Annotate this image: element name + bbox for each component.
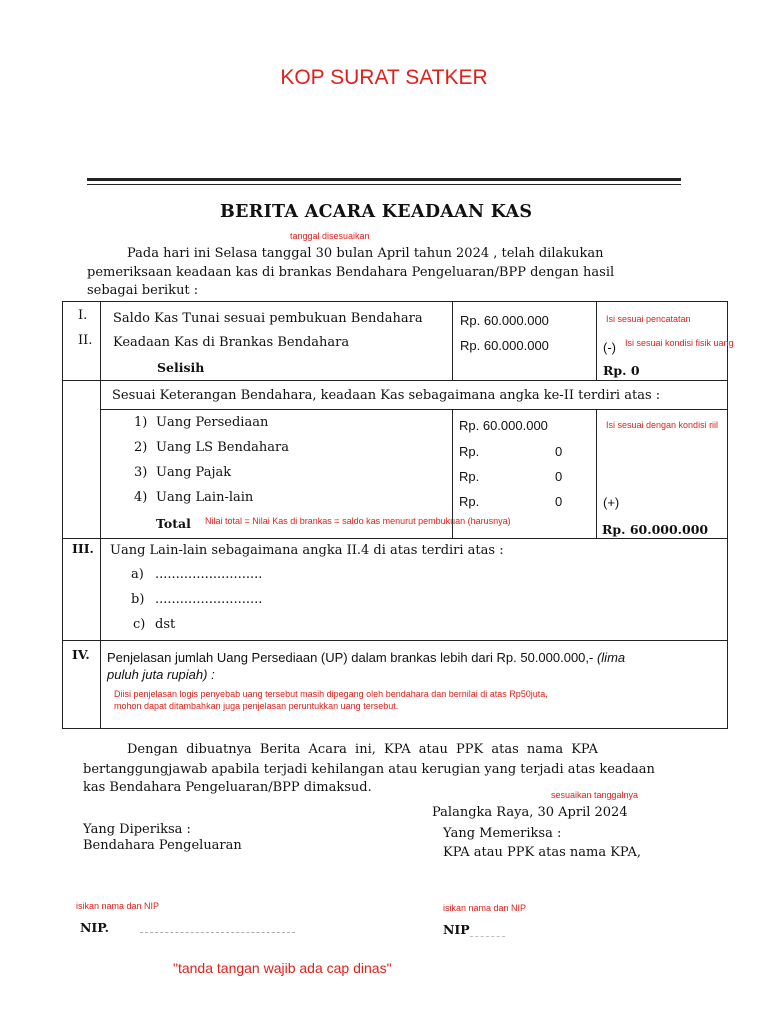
intro-line-2: pemeriksaan keadaan kas di brankas Bendahara Pengeluaran/BPP dengan hasil <box>87 265 615 280</box>
item-1-number: 1) <box>134 415 148 430</box>
table-line-2 <box>100 409 728 410</box>
table-line-1 <box>62 380 728 381</box>
item-4-value: 0 <box>555 494 563 509</box>
selisih-label: Selisih <box>157 360 205 375</box>
row-4-text <box>107 650 625 665</box>
row-3-c-text: dst <box>155 617 176 632</box>
row-2-label: Keadaan Kas di Brankas Bendahara <box>113 335 350 350</box>
left-role-2: Bendahara Pengeluaran <box>83 838 242 853</box>
row-3-b-dots: .......................... <box>155 592 263 607</box>
items-plus-sign: (+) <box>603 495 620 510</box>
item-2-value: 0 <box>555 444 563 459</box>
note-kondisi-fisik: Isi sesuai kondisi fisik uang <box>625 338 734 348</box>
note-nama-nip-left: isikan nama dan NIP <box>76 901 160 911</box>
closing-line-3: kas Bendahara Pengeluaran/BPP dimaksud. <box>83 780 372 795</box>
note-nama-nip-right: isikan nama dan NIP <box>443 903 527 913</box>
item-1-amount: Rp. 60.000.000 <box>459 418 548 433</box>
row-3-b-marker: b) <box>131 592 145 607</box>
table-right-border <box>727 301 728 729</box>
row-2-number: II. <box>78 333 93 348</box>
item-2-rp: Rp. <box>459 444 480 459</box>
right-role-1: Yang Memeriksa : <box>443 826 562 841</box>
note-pencatatan: Isi sesuai pencatatan <box>606 314 691 324</box>
right-role-2: KPA atau PPK atas nama KPA, <box>443 845 642 860</box>
item-4-label: Uang Lain-lain <box>156 490 254 505</box>
row-1-label: Saldo Kas Tunai sesuai pembukuan Bendahara <box>113 311 423 326</box>
table-bottom-border <box>62 728 728 729</box>
table-note-divider-mid <box>596 409 597 538</box>
note-tanda-tangan: "tanda tangan wajib ada cap dinas" <box>173 960 392 976</box>
nip-right-blurred-value <box>470 936 505 937</box>
row-3-number: III. <box>72 541 94 556</box>
kop-surat: KOP SURAT SATKER <box>280 66 488 89</box>
total-label: Total <box>156 516 191 531</box>
closing-line-2: bertanggungjawab apabila terjadi kehilangan atau kerugian yang terjadi atas keadaan <box>83 762 655 777</box>
table-left-border <box>62 301 63 729</box>
intro-line-3: sebagai berikut : <box>87 283 199 298</box>
note-tanggal: tanggal disesuaikan <box>290 231 370 241</box>
nip-left: NIP. <box>80 920 109 935</box>
table-amount-divider-top <box>452 301 453 380</box>
nip-left-blurred-value <box>140 932 295 933</box>
document-title: BERITA ACARA KEADAAN KAS <box>220 202 533 222</box>
table-num-divider <box>100 301 101 729</box>
row-4-number: IV. <box>72 647 90 662</box>
item-3-rp: Rp. <box>459 469 480 484</box>
intro-line-1: Pada hari ini Selasa tanggal 30 bulan April tahun 2024 , telah dilakukan <box>127 246 604 261</box>
header-rule-thin <box>87 184 681 185</box>
row-4-line-1: Penjelasan jumlah Uang Persediaan (UP) dalam brankas lebih dari Rp. 50.000.000,- <box>107 650 594 665</box>
note-penjelasan-2: mohon dapat ditambahkan juga penjelasan peruntukkan uang tersebut. <box>114 701 399 711</box>
row-1-number: I. <box>78 308 88 323</box>
item-3-label: Uang Pajak <box>156 465 232 480</box>
selisih-amount: Rp. 0 <box>603 363 640 378</box>
row-4-italic-1: (lima <box>596 650 626 665</box>
place-date: Palangka Raya, 30 April 2024 <box>432 805 628 820</box>
left-role-1: Yang Diperiksa : <box>83 822 191 837</box>
item-3-number: 3) <box>134 465 148 480</box>
row-2-sign: (-) <box>603 340 616 355</box>
item-3-value: 0 <box>555 469 563 484</box>
total-amount: Rp. 60.000.000 <box>602 522 709 537</box>
item-4-rp: Rp. <box>459 494 480 509</box>
row-3-c-marker: c) <box>133 617 146 632</box>
note-penjelasan-1: Diisi penjelasan logis penyebab uang tersebut masih dipegang oleh bendahara dan bernilai di atas Rp50juta, <box>114 689 548 699</box>
keterangan-text: Sesuai Keterangan Bendahara, keadaan Kas sebagaimana angka ke-II terdiri atas : <box>112 388 661 403</box>
note-kondisi-riil: Isi sesuai dengan kondisi riil <box>606 420 719 430</box>
nip-right: NIP <box>443 922 470 937</box>
item-2-number: 2) <box>134 440 148 455</box>
row-3-a-marker: a) <box>131 567 144 582</box>
header-rule-thick <box>87 178 681 181</box>
closing-line-1: Dengan dibuatnya Berita Acara ini, KPA atau PPK atas nama KPA <box>127 742 598 757</box>
table-line-3 <box>62 538 728 539</box>
note-nilai-total: Nilai total = Nilai Kas di brankas = saldo kas menurut pembukuan (harusnya) <box>205 516 511 526</box>
table-note-divider-top <box>596 301 597 380</box>
item-4-number: 4) <box>134 490 148 505</box>
row-3-label: Uang Lain-lain sebagaimana angka II.4 di atas terdiri atas : <box>110 543 504 558</box>
table-line-4 <box>62 640 728 641</box>
note-sesuaikan-tanggal: sesuaikan tanggalnya <box>551 790 639 800</box>
table-top-border <box>62 301 728 302</box>
item-1-label: Uang Persediaan <box>156 415 269 430</box>
item-2-label: Uang LS Bendahara <box>156 440 289 455</box>
row-2-amount: Rp. 60.000.000 <box>460 338 549 353</box>
row-3-a-dots: .......................... <box>155 567 263 582</box>
row-1-amount: Rp. 60.000.000 <box>460 313 549 328</box>
row-4-italic-2: puluh juta rupiah) : <box>107 667 215 682</box>
